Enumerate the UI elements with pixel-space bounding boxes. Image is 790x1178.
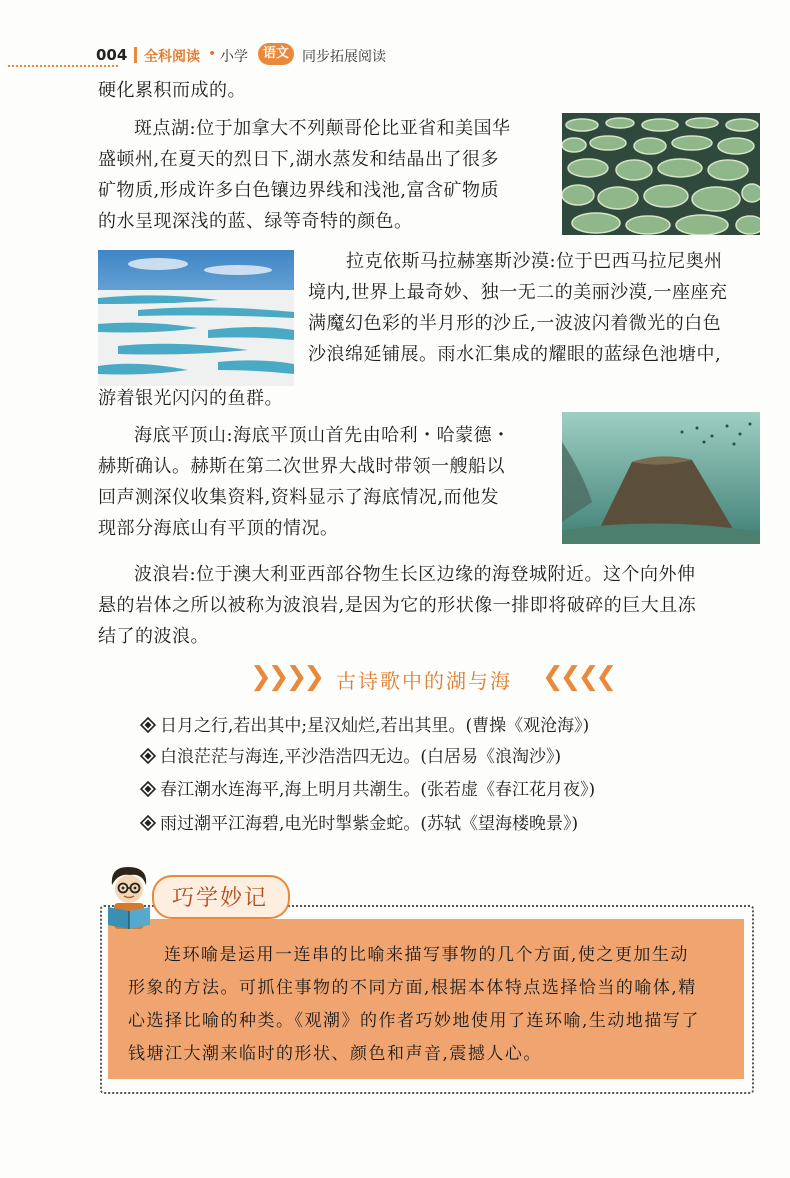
spotted-lake-image bbox=[562, 113, 760, 235]
paragraph-line: 盛顿州,在夏天的烈日下,湖水蒸发和结晶出了很多 bbox=[98, 149, 499, 170]
paragraph-line: 回声测深仪收集资料,资料显示了海底情况,而他发 bbox=[98, 487, 499, 508]
diamond-bullet-icon bbox=[140, 717, 156, 733]
paragraph-line: 现部分海底山有平顶的情况。 bbox=[98, 518, 339, 539]
level-label: 小学 bbox=[220, 49, 248, 65]
tip-box bbox=[90, 886, 750, 1090]
series-name: 全科阅读 bbox=[144, 49, 200, 65]
header-divider bbox=[134, 47, 137, 63]
tip-box-border bbox=[100, 905, 754, 1094]
tip-line: 连环喻是运用一连串的比喻来描写事物的几个方面,使之更加生动 bbox=[164, 945, 689, 965]
section-title: 古诗歌中的湖与海 bbox=[336, 669, 512, 693]
paragraph-line: 硬化累积而成的。 bbox=[98, 80, 246, 101]
poem-line bbox=[140, 810, 578, 838]
poem-text: 白浪茫茫与海连,平沙浩浩四无边。(白居易《浪淘沙》) bbox=[160, 747, 562, 767]
paragraph-line: 斑点湖:位于加拿大不列颠哥伦比亚省和美国华 bbox=[134, 118, 511, 139]
tip-line: 钱塘江大潮来临时的形状、颜色和声音,震撼人心。 bbox=[128, 1044, 542, 1064]
page-number: 004 bbox=[96, 46, 128, 64]
page-header bbox=[0, 38, 790, 70]
header-subtitle: 同步拓展阅读 bbox=[302, 49, 386, 65]
paragraph-line: 海底平顶山:海底平顶山首先由哈利・哈蒙德・ bbox=[134, 425, 511, 446]
paragraph-line: 满魔幻色彩的半月形的沙丘,一波波闪着微光的白色 bbox=[308, 313, 722, 334]
seamount-image bbox=[562, 412, 760, 544]
diamond-bullet-icon bbox=[140, 781, 156, 797]
header-dot: • bbox=[208, 46, 217, 62]
poem-text: 雨过潮平江海碧,电光时掣紫金蛇。(苏轼《望海楼晚景》) bbox=[160, 814, 579, 834]
paragraph-line: 波浪岩:位于澳大利亚西部谷物生长区边缘的海登城附近。这个向外伸 bbox=[134, 564, 696, 585]
tip-line: 形象的方法。可抓住事物的不同方面,根据本体特点选择恰当的喻体,精 bbox=[128, 978, 697, 998]
paragraph-line: 赫斯确认。赫斯在第二次世界大战时带领一艘船以 bbox=[98, 456, 505, 477]
chevron-left-icon: ❮❮❮❮ bbox=[542, 662, 614, 692]
poem-line bbox=[140, 712, 589, 740]
tip-line: 心选择比喻的种类。《观潮》的作者巧妙地使用了连环喻,生动地描写了 bbox=[128, 1011, 700, 1031]
poem-text: 日月之行,若出其中;星汉灿烂,若出其里。(曹操《观沧海》) bbox=[160, 716, 590, 736]
diamond-bullet-icon bbox=[140, 748, 156, 764]
tip-box-text bbox=[128, 939, 748, 1071]
tip-box-background bbox=[108, 919, 744, 1079]
paragraph-line: 的水呈现深浅的蓝、绿等奇特的颜色。 bbox=[98, 211, 413, 232]
paragraph-line: 悬的岩体之所以被称为波浪岩,是因为它的形状像一排即将破碎的巨大且冻 bbox=[98, 595, 697, 616]
paragraph-line: 结了的波浪。 bbox=[98, 626, 209, 647]
paragraph-line: 拉克依斯马拉赫塞斯沙漠:位于巴西马拉尼奥州 bbox=[346, 251, 723, 272]
paragraph-line: 境内,世界上最奇妙、独一无二的美丽沙漠,一座座充 bbox=[308, 282, 728, 303]
diamond-bullet-icon bbox=[140, 815, 156, 831]
paragraph-line: 矿物质,形成许多白色镶边界线和浅池,富含矿物质 bbox=[98, 180, 499, 201]
poem-text: 春江潮水连海平,海上明月共潮生。(张若虚《春江花月夜》) bbox=[160, 780, 596, 800]
poem-line bbox=[140, 776, 595, 804]
paragraph-line: 沙浪绵延铺展。雨水汇集成的耀眼的蓝绿色池塘中, bbox=[308, 344, 722, 365]
subject-badge: 语文 bbox=[258, 43, 294, 65]
reading-boy-icon bbox=[102, 863, 156, 931]
tip-title: 巧学妙记 bbox=[172, 886, 269, 911]
section-banner bbox=[250, 660, 614, 696]
desert-image bbox=[98, 250, 294, 386]
chevron-right-icon: ❯❯❯❯ bbox=[250, 662, 322, 692]
paragraph-line: 游着银光闪闪的鱼群。 bbox=[98, 388, 283, 409]
header-dotted-line bbox=[8, 65, 118, 67]
poem-line bbox=[140, 743, 561, 771]
